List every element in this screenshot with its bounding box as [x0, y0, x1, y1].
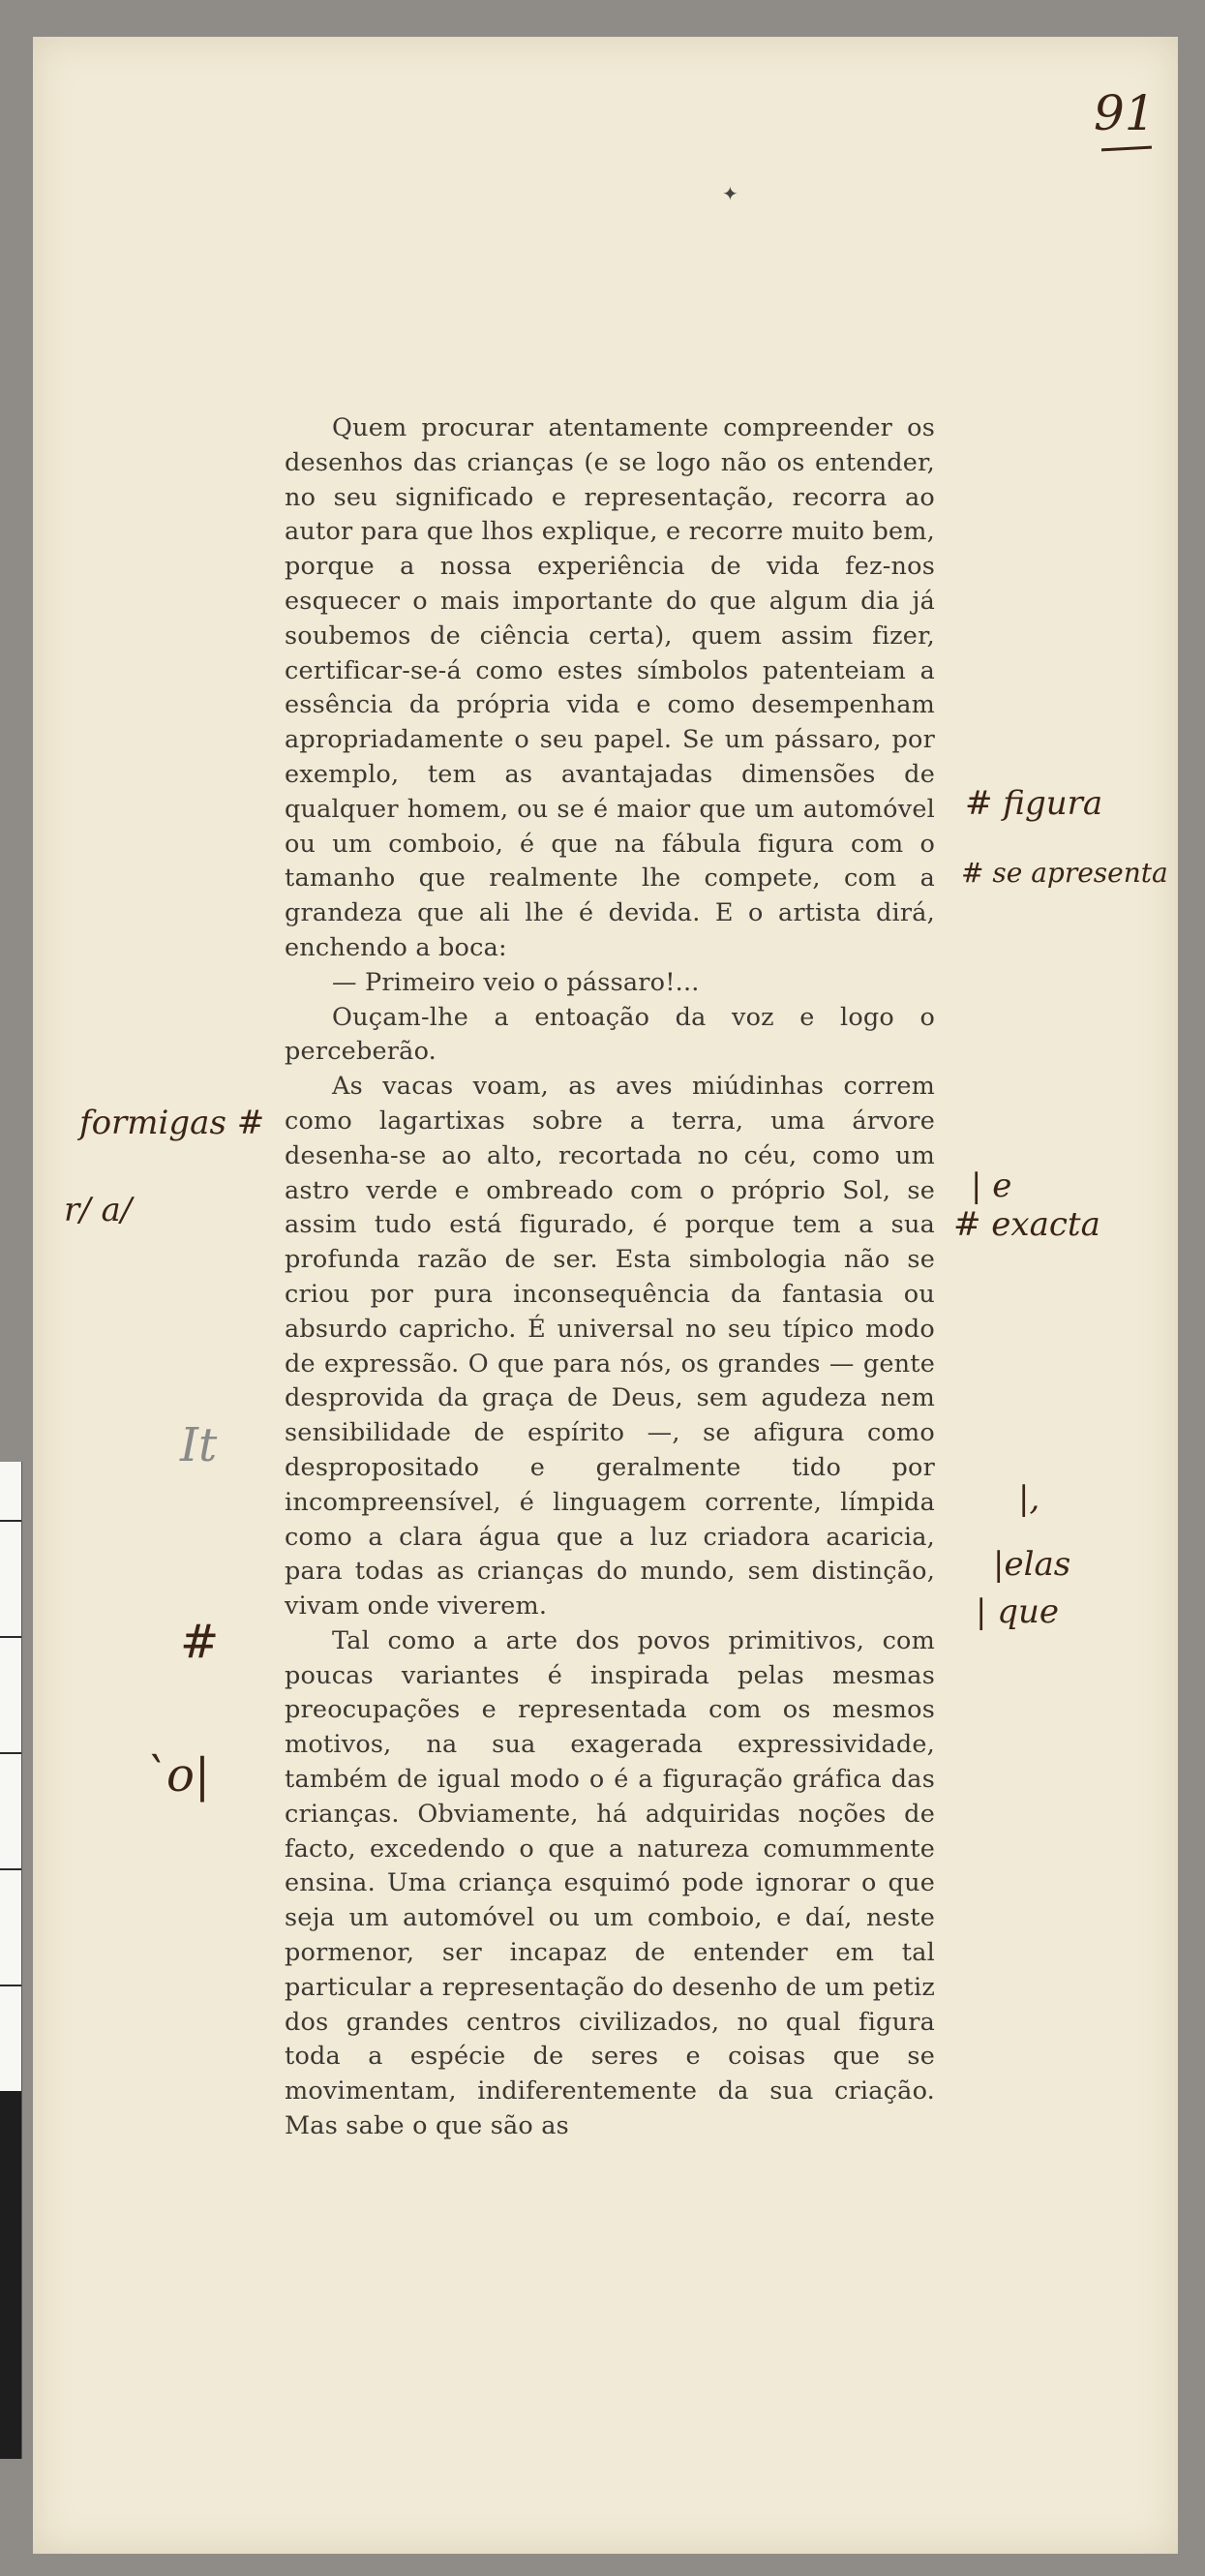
- typed-text-body: [285, 411, 935, 2144]
- annotation-ol: `o|: [143, 1748, 211, 1803]
- annotation-ral: r/ a/: [64, 1191, 133, 1229]
- annotation-exacta: # exacta: [953, 1205, 1100, 1244]
- paragraph-2: — Primeiro veio o pássaro!...: [332, 967, 700, 997]
- paragraph-5: Tal como a arte dos povos primitivos, com poucas variantes é inspirada pelas mesmas preocupações e representada com os mesmos motivos, na sua exagerada expressividade, também de igual modo o é a figuração gráfica das crianças. Obviamente, há adquiridas noções de facto, excedendo o que a natureza comummente ensina. Uma criança esquimó pode ignorar o que seja um automóvel ou um comboio, e daí, neste pormenor, ser incapaz de entender em tal particular a representação do desenho de um petiz dos grandes centros civilizados, no qual figura toda a espécie de seres e coisas que se movimentam, indiferentemente da sua criação. Mas sabe o que são as: [285, 1625, 935, 2141]
- page-number: 91: [1094, 85, 1156, 141]
- annotation-que: | que: [976, 1592, 1060, 1631]
- paragraph-3: Ouçam-lhe a entoação da voz e logo o perceberão.: [285, 1002, 935, 1067]
- annotation-formigas: formigas #: [79, 1104, 265, 1142]
- paragraph-1: Quem procurar atentamente compreender os desenhos das crianças (e se logo não os entender, no seu significado e representação, recorra ao autor para que lhos explique, e recorre muito bem, porque a nossa experiência de vida fez-nos esquecer o mais importante do que algum dia já soubemos de ciência certa), quem assim fizer, certificar-se-á como estes símbolos patenteiam a essência da própria vida e como desempenham apropriadamente o seu papel. Se um pássaro, por exemplo, tem as avantajadas dimensões de qualquer homem, ou se é maior que um automóvel ou um comboio, é que na fábula figura com o tamanho que realmente lhe compete, com a grandeza que ali lhe é devida. E o artista dirá, enchendo a boca:: [285, 413, 935, 962]
- annotation-e: | e: [971, 1167, 1012, 1205]
- annotation-elas: |elas: [993, 1545, 1071, 1584]
- annotation-hash: #: [180, 1615, 220, 1669]
- page-number-underline: [1101, 146, 1152, 152]
- annotation-apresenta: # se apresenta: [961, 857, 1168, 889]
- smudge-mark: ✦: [722, 184, 738, 205]
- scale-ruler-dark: [0, 2091, 22, 2459]
- annotation-figura: # figura: [965, 784, 1103, 823]
- paragraph-4: As vacas voam, as aves miúdinhas correm como lagartixas sobre a terra, uma árvore desenha-se ao alto, recortada no céu, como um astro verde e ombreado com o próprio Sol, se assim tudo está figurado, é porque tem a sua profunda razão de ser. Esta simbologia não se criou por pura inconsequência da fantasia ou absurdo capricho. É universal no seu típico modo de expressão. O que para nós, os grandes — gente desprovida da graça de Deus, sem agudeza nem sensibilidade de espírito —, se afigura como despropositado e geralmente tido por incompreensível, é linguagem corrente, límpida como a clara água que a luz criadora acaricia, para todas as crianças do mundo, sem distinção, vivam onde viverem.: [285, 1072, 935, 1621]
- annotation-comma: |,: [1018, 1479, 1040, 1518]
- annotation-pencil: It: [180, 1418, 218, 1472]
